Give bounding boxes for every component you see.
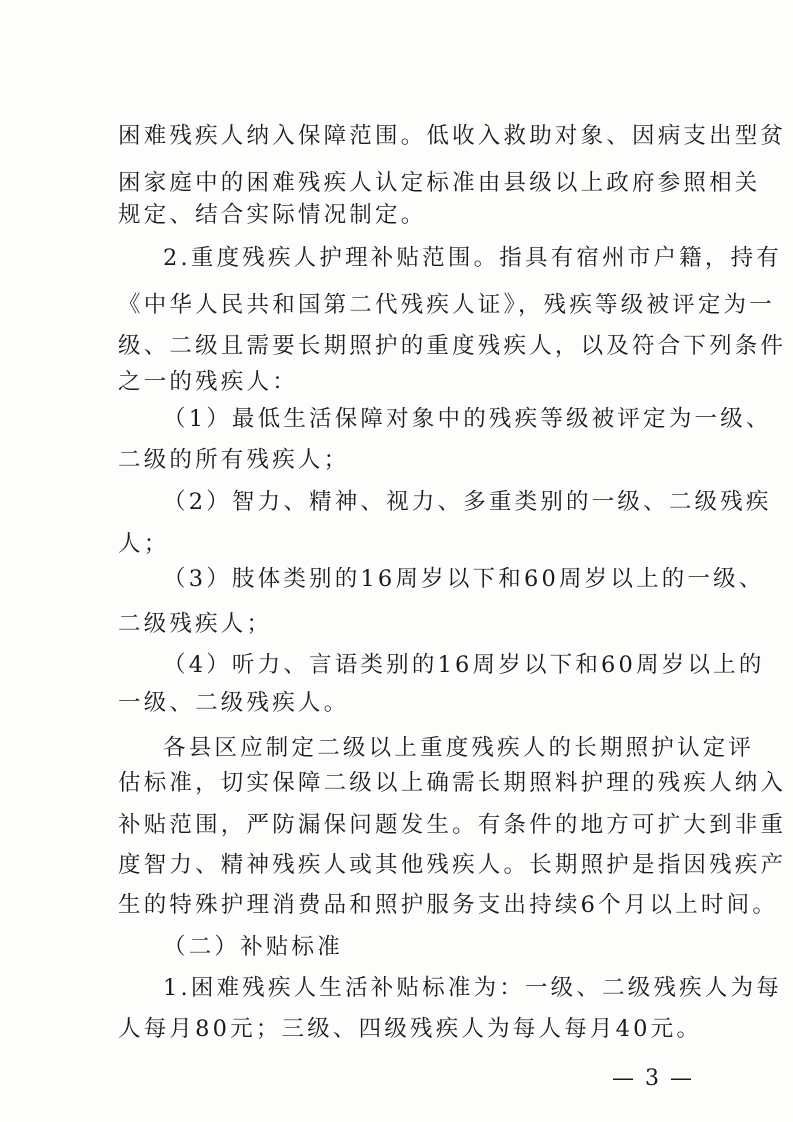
text-line: 困难残疾人纳入保障范围。低收入救助对象、因病支出型贫 xyxy=(118,123,787,149)
text-line: 规定、结合实际情况制定。 xyxy=(118,202,427,228)
text-line: 估标准，切实保障二级以上确需长期照料护理的残疾人纳入 xyxy=(118,770,787,796)
page-number: — 3 — xyxy=(612,1066,694,1091)
text-line: 级、二级且需要长期照护的重度残疾人，以及符合下列条件 xyxy=(118,333,787,359)
text-line: （1）最低生活保障对象中的残疾等级被评定为一级、 xyxy=(163,406,772,432)
text-line: 困家庭中的困难残疾人认定标准由县级以上政府参照相关 xyxy=(118,170,761,196)
text-line: 1.困难残疾人生活补贴标准为：一级、二级残疾人为每 xyxy=(163,975,782,1001)
text-line: 二级的所有残疾人； xyxy=(118,447,350,473)
text-line: 人； xyxy=(118,531,170,557)
text-line: 二级残疾人； xyxy=(118,611,273,637)
text-line: 生的特殊护理消费品和照护服务支出持续6个月以上时间。 xyxy=(118,892,779,918)
text-line: （2）智力、精神、视力、多重类别的一级、二级残疾 xyxy=(163,489,772,515)
text-line: （3）肢体类别的16周岁以下和60周岁以上的一级、 xyxy=(163,566,765,592)
text-line: 一级、二级残疾人。 xyxy=(118,690,350,716)
text-line: 人每月80元；三级、四级残疾人为每人每月40元。 xyxy=(118,1016,703,1042)
text-line: 《中华人民共和国第二代残疾人证》，残疾等级被评定为一 xyxy=(118,292,775,318)
section-heading: （二）补贴标准 xyxy=(163,934,343,960)
text-line: 度智力、精神残疾人或其他残疾人。长期照护是指因残疾产 xyxy=(118,852,787,878)
text-line: 补贴范围，严防漏保问题发生。有条件的地方可扩大到非重 xyxy=(118,812,787,838)
text-line: 2.重度残疾人护理补贴范围。指具有宿州市户籍，持有 xyxy=(163,245,782,271)
text-line: 之一的残疾人： xyxy=(118,369,298,395)
text-line: 各县区应制定二级以上重度残疾人的长期照护认定评 xyxy=(163,735,755,761)
text-line: （4）听力、言语类别的16周岁以下和60周岁以上的 xyxy=(163,652,765,678)
